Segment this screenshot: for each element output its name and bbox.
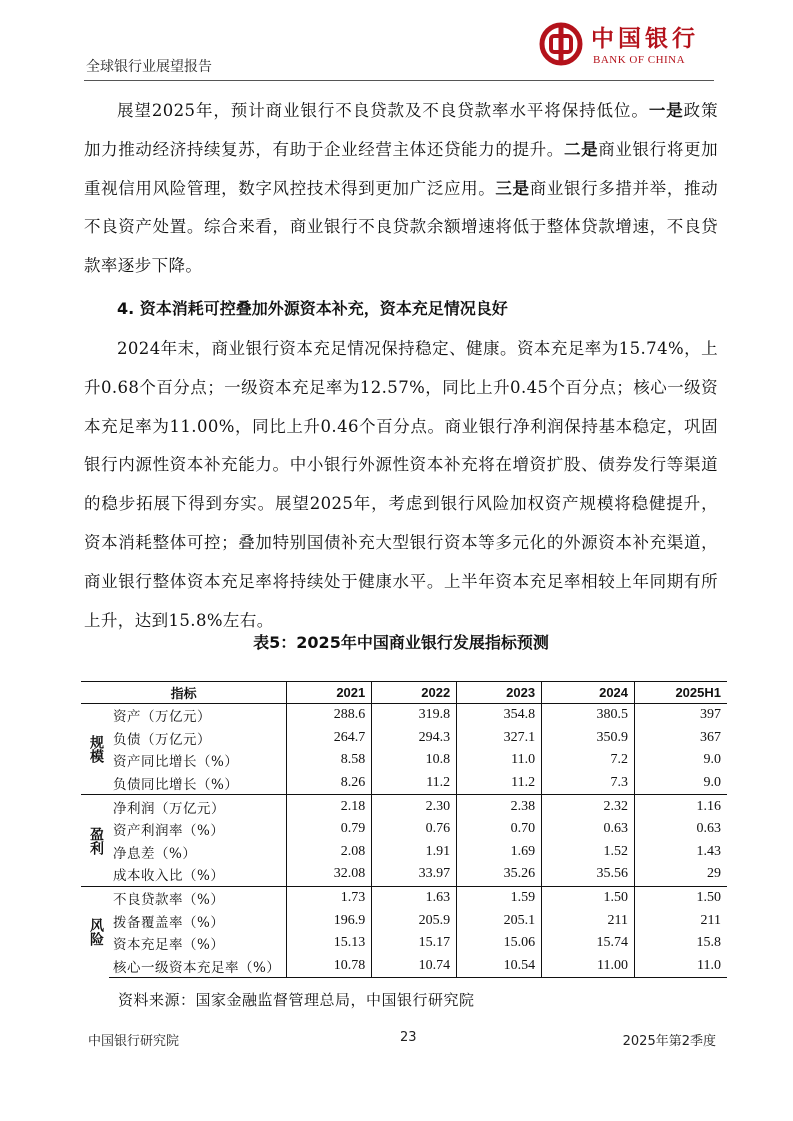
table-row: [81, 772, 727, 795]
indicator-value: 11.2: [457, 772, 542, 795]
indicator-value: 211: [635, 909, 727, 932]
indicator-value: 327.1: [457, 727, 542, 750]
paragraph-capital-adequacy: 2024年末，商业银行资本充足情况保持稳定、健康。资本充足率为15.74%，上升0.68个百分点；一级资本充足率为12.57%，同比上升0.45个百分点；核心一级资本充足率为11.00%，同比上升0.46个百分点。商业银行净利润保持基本稳定，巩固银行内源性资本补充能力。中小银行外源性资本补充将在增资扩股、债券发行等渠道的稳步拓展下得到夯实。展望2025年，考虑到银行风险加权资产规模将稳健提升，资本消耗整体可控；叠加特别国债补充大型银行资本等多元化的外源资本补充渠道，商业银行整体资本充足率将持续处于健康水平。上半年资本充足率相较上年同期有所上升，达到15.8%左右。: [84, 338, 718, 630]
indicator-value: 288.6: [287, 704, 372, 727]
page-number: 23: [400, 1030, 417, 1045]
table-row: [81, 932, 727, 955]
table-row: [81, 818, 727, 841]
forecast-table: [81, 681, 727, 978]
table-row: [81, 749, 727, 772]
table-row: [81, 955, 727, 978]
indicator-value: 15.17: [372, 932, 457, 955]
indicator-name: 拨备覆盖率（%）: [113, 914, 225, 931]
indicator-value: 10.78: [287, 955, 372, 978]
indicator-value: 0.76: [372, 818, 457, 841]
indicator-value: 319.8: [372, 704, 457, 727]
source-note: 资料来源：国家金融监督管理总局，中国银行研究院: [118, 991, 475, 1009]
bank-logo: [539, 18, 714, 80]
row-group-label: [81, 886, 109, 977]
indicator-value: 1.91: [372, 841, 457, 864]
indicator-value: 0.70: [457, 818, 542, 841]
indicator-name: 资产（万亿元）: [109, 704, 287, 727]
logo-english-name: BANK OF CHINA: [593, 54, 686, 66]
report-title: 全球银行业展望报告: [86, 59, 212, 75]
indicator-value: 354.8: [457, 704, 542, 727]
header-year: 2024: [542, 682, 635, 704]
indicator-value: 1.63: [372, 886, 457, 909]
indicator-value: 205.9: [372, 909, 457, 932]
page-header: [84, 18, 714, 80]
table-header-row: [81, 682, 727, 704]
indicator-value: 15.06: [457, 932, 542, 955]
section-heading: 4. 资本消耗可控叠加外源资本补充，资本充足情况良好: [117, 298, 508, 318]
indicator-value: 0.79: [287, 818, 372, 841]
indicator-value: 11.0: [457, 749, 542, 772]
table-caption: 表5：2025年中国商业银行发展指标预测: [253, 633, 549, 652]
indicator-value: 9.0: [635, 772, 727, 795]
indicator-value: 32.08: [287, 863, 372, 886]
footer-institute: 中国银行研究院: [88, 1034, 180, 1049]
indicator-name: 负债（万亿元）: [113, 731, 211, 748]
table-row: [81, 795, 727, 818]
group-label-text: 规模: [88, 735, 104, 764]
indicator-value: 1.16: [635, 795, 727, 818]
header-year: 2023: [457, 682, 542, 704]
bank-of-china-logo-icon: [539, 22, 583, 66]
indicator-value: 10.74: [372, 955, 457, 978]
indicator-value: 1.59: [457, 886, 542, 909]
header-divider: [84, 80, 714, 81]
indicator-value: 2.08: [287, 841, 372, 864]
logo-chinese-name: 中国银行: [591, 25, 699, 52]
indicator-value: 1.50: [635, 886, 727, 909]
indicator-value: 10.8: [372, 749, 457, 772]
indicator-value: 2.18: [287, 795, 372, 818]
indicator-name: 核心一级资本充足率（%）: [109, 955, 287, 978]
table-body: [81, 704, 727, 978]
indicator-value: 2.30: [372, 795, 457, 818]
indicator-value: 11.2: [372, 772, 457, 795]
indicator-name: 净利润（万亿元）: [109, 795, 287, 818]
group-label-text: 盈利: [88, 826, 104, 855]
group-label-text: 风险: [88, 918, 104, 947]
indicator-value: 1.52: [542, 841, 635, 864]
indicator-value: 11.0: [635, 955, 727, 978]
indicator-value: 35.26: [457, 863, 542, 886]
indicator-value: 15.13: [287, 932, 372, 955]
indicator-value: 2.32: [542, 795, 635, 818]
indicator-value: 29: [635, 863, 727, 886]
indicator-value: 0.63: [635, 818, 727, 841]
table-row: [81, 841, 727, 864]
indicator-value: 0.63: [542, 818, 635, 841]
indicator-value: 264.7: [287, 727, 372, 750]
header-indicator: 指标: [81, 682, 287, 704]
table-row: [81, 886, 727, 909]
paragraph-outlook-npl: 展望2025年，预计商业银行不良贷款及不良贷款率水平将保持低位。一是政策加力推动经济持续复苏，有助于企业经营主体还贷能力的提升。二是商业银行将更加重视信用风险管理，数字风控技术得到更加广泛应用。三是商业银行多措并举，推动不良资产处置。综合来看，商业银行不良贷款余额增速将低于整体贷款增速，不良贷款率逐步下降。: [84, 101, 718, 276]
indicator-name: 负债同比增长（%）: [113, 777, 239, 794]
indicator-name: 资产同比增长（%）: [113, 754, 239, 771]
indicator-value: 350.9: [542, 727, 635, 750]
body-text: [84, 92, 718, 640]
indicator-value: 10.54: [457, 955, 542, 978]
indicator-value: 196.9: [287, 909, 372, 932]
row-group-label: [81, 795, 109, 886]
indicator-value: 1.50: [542, 886, 635, 909]
indicator-value: 7.3: [542, 772, 635, 795]
indicator-value: 294.3: [372, 727, 457, 750]
indicator-value: 211: [542, 909, 635, 932]
indicator-value: 8.26: [287, 772, 372, 795]
indicator-value: 380.5: [542, 704, 635, 727]
indicator-value: 205.1: [457, 909, 542, 932]
indicator-value: 15.74: [542, 932, 635, 955]
indicator-value: 367: [635, 727, 727, 750]
header-year: 2022: [372, 682, 457, 704]
indicator-name: 资本充足率（%）: [113, 937, 225, 954]
header-year: 2025H1: [635, 682, 727, 704]
indicator-name: 成本收入比（%）: [113, 868, 225, 885]
indicator-value: 7.2: [542, 749, 635, 772]
indicator-value: 35.56: [542, 863, 635, 886]
indicator-value: 8.58: [287, 749, 372, 772]
indicator-value: 1.69: [457, 841, 542, 864]
indicator-value: 15.8: [635, 932, 727, 955]
indicator-value: 2.38: [457, 795, 542, 818]
indicator-name: 净息差（%）: [113, 845, 197, 862]
table-row: [81, 704, 727, 727]
header-year: 2021: [287, 682, 372, 704]
footer-period: 2025年第2季度: [622, 1034, 716, 1049]
indicator-value: 1.73: [287, 886, 372, 909]
indicator-name: 不良贷款率（%）: [109, 886, 287, 909]
indicator-value: 1.43: [635, 841, 727, 864]
table-row: [81, 727, 727, 750]
indicator-value: 33.97: [372, 863, 457, 886]
indicator-value: 11.00: [542, 955, 635, 978]
indicator-name: 资产利润率（%）: [113, 823, 225, 840]
indicator-value: 9.0: [635, 749, 727, 772]
row-group-label: [81, 704, 109, 795]
table-row: [81, 863, 727, 886]
table-row: [81, 909, 727, 932]
indicator-value: 397: [635, 704, 727, 727]
